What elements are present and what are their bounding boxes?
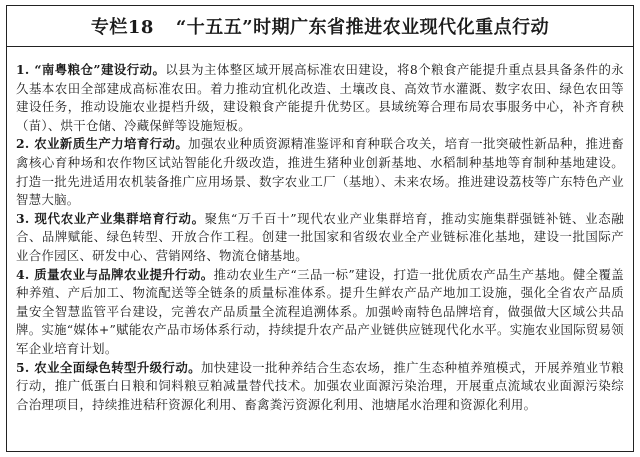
action-item-5 [16, 359, 624, 415]
action-text: 加强农业种质资源精准鉴评和育种联合攻关，培育一批突破性新品种，推进畜禽核心育种场和农作物区试站智能化升级改造，推进生猪种业创新基地、水稻制种基地等育制种基地建设。打造一批先进适用农机装备推广应用场景、数字农业工厂（基地）、未来农场。推进建设荔枝等广东特色产业智慧大脑。 [16, 136, 624, 208]
action-heading: 4. 质量农业与品牌农业提升行动。 [16, 266, 214, 282]
action-heading: 2. 农业新质生产力培育行动。 [16, 136, 189, 152]
action-text: 加快建设一批种养结合生态农场，推广生态种植养殖模式，开展养殖业节粮行动，推广低蛋白日粮和饲料粮豆粕减量替代技术。加强农业面源污染治理，开展重点流域农业面源污染综合治理项目，持续推进秸秆资源化利用、畜禽粪污资源化利用、池塘尾水治理和资源化利用。 [16, 359, 624, 412]
column-label: 专栏18 [90, 17, 154, 38]
action-text: 聚焦“万千百十”现代农业产业集群培育，推动实施集群强链补链、业态融合、品牌赋能、绿色转型、开放合作工程。创建一批国家和省级农业全产业链标准化基地，建设一批国际产业合作园区、研发中心、营销网络、物流仓储基地。 [16, 210, 624, 263]
action-text: 推动农业生产“三品一标”建设，打造一批优质农产品生产基地。健全覆盖种养殖、产后加工、物流配送等全链条的质量标准体系。提升生鲜农产品产地加工设施，强化全省农产品质量安全智慧监管平台建设，完善农产品质量全流程追溯体系。加强岭南特色品牌培育，做强做大区域公共品牌。实施“媒体+”赋能农产品市场体系行动，持续提升农产品产业链供应链现代化水平。实施农业国际贸易领军企业培育计划。 [16, 266, 624, 356]
action-heading: 5. 农业全面绿色转型升级行动。 [16, 359, 201, 375]
action-item-2 [16, 135, 624, 209]
action-heading: 3. 现代农业产业集群培育行动。 [16, 210, 205, 226]
box-body [7, 47, 633, 414]
action-item-1 [16, 61, 624, 135]
action-item-3 [16, 210, 624, 266]
action-heading: 1. “南粤粮仓”建设行动。 [16, 62, 166, 77]
feature-box [6, 5, 634, 452]
action-text: 以县为主体整区域开展高标准农田建设，将8个粮食产能提升重点县具备条件的永久基本农田全部建成高标准农田。着力推动宜机化改造、土壤改良、高效节水灌溉、数字农田、绿色农田等建设任务，推动设施农业提档升级，建设粮食产能提升优势区。县域统筹合理布局农事服务中心，补齐育秧（苗）、烘干仓储、冷藏保鲜等设施短板。 [16, 62, 625, 133]
box-header [7, 6, 633, 47]
action-item-4 [16, 266, 624, 359]
box-title: “十五五”时期广东省推进农业现代化重点行动 [175, 17, 550, 38]
